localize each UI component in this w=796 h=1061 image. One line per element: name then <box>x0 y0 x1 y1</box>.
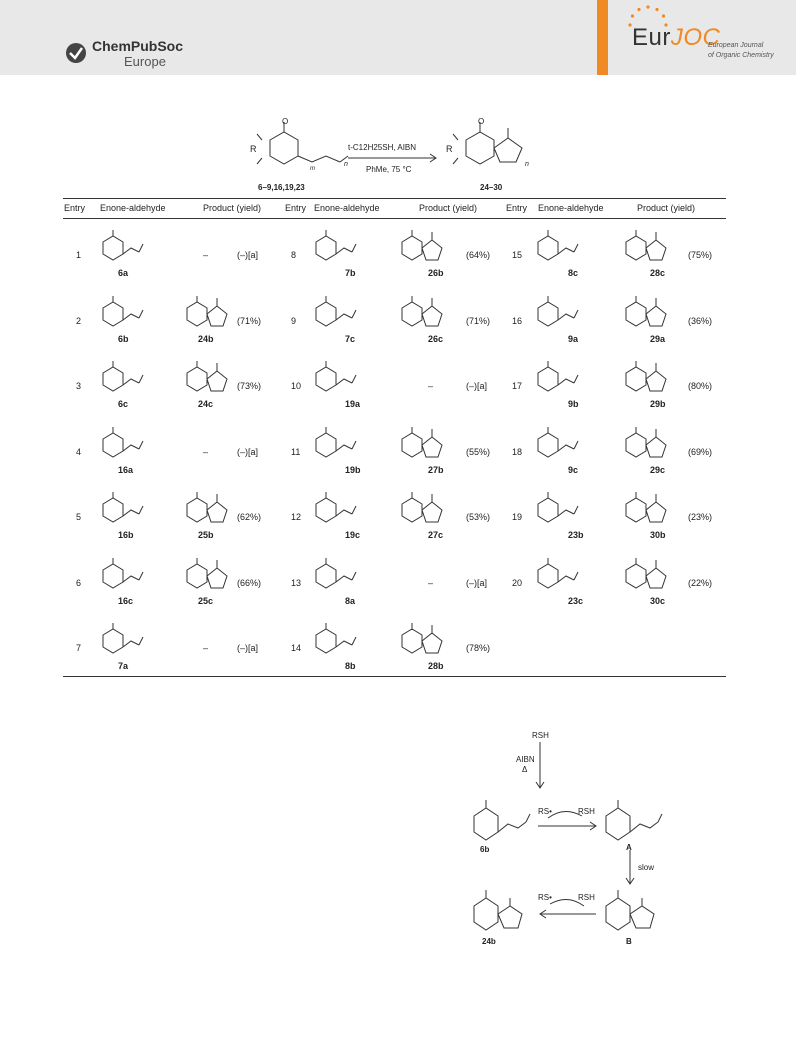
journal-title-part1: Eur <box>632 24 671 51</box>
entry-number: 5 <box>76 512 82 522</box>
substrate-label: 19b <box>345 464 361 475</box>
substrate-label: 9c <box>568 464 579 475</box>
scheme-m-label: m <box>310 166 315 172</box>
entry-number: 8 <box>291 250 297 260</box>
entry-number: 6 <box>76 577 82 588</box>
product-structure <box>398 425 448 465</box>
substrate-label: 6c <box>118 399 129 409</box>
journal-subtitle-1: European Journal <box>708 42 764 49</box>
product-structure <box>622 490 672 530</box>
yield-value: (–)[a] <box>466 381 488 391</box>
yield-value: (64%) <box>466 250 491 260</box>
product-label: 26b <box>428 268 444 278</box>
product-label: 30b <box>650 530 666 540</box>
entry-number: 19 <box>512 512 523 522</box>
yield-value: (–)[a] <box>237 250 259 260</box>
mech-product: 24b <box>482 937 496 946</box>
substrate-structure <box>310 294 360 334</box>
entry-number: 13 <box>291 577 302 588</box>
scheme-product-label: 24–30 <box>480 183 503 192</box>
yield-value: (62%) <box>237 512 262 522</box>
yield-value: (80%) <box>688 381 713 391</box>
substrate-label: 16a <box>118 464 134 475</box>
substrate-structure <box>310 621 360 661</box>
substrate-label: 8c <box>568 268 579 278</box>
entry-number: 9 <box>291 315 297 326</box>
eurjoc-logo <box>624 0 784 75</box>
mech-delta: Δ <box>522 765 528 774</box>
header-entry-3: Entry <box>506 203 528 213</box>
product-structure <box>183 556 233 596</box>
header-entry-2: Entry <box>285 203 307 213</box>
entry-number: 10 <box>291 381 302 391</box>
entry-number: 3 <box>76 381 82 391</box>
substrate-structure <box>97 556 147 596</box>
scheme-conditions: PhMe, 75 °C <box>366 165 412 174</box>
substrate-structure <box>97 425 147 465</box>
yield-value: (66%) <box>237 577 262 588</box>
scheme-product-n-label: n <box>525 161 529 168</box>
yield-value: (36%) <box>688 315 713 326</box>
table-bottom-rule <box>63 676 726 677</box>
yield-value: (75%) <box>688 250 713 260</box>
table-top-rule <box>63 198 726 199</box>
scheme-reagent: t-C12H25SH, AIBN <box>348 143 417 152</box>
yield-value: (23%) <box>688 512 713 522</box>
entry-number: 12 <box>291 512 302 522</box>
general-reaction-scheme <box>240 118 560 198</box>
mech-rs-radical-2: RS• <box>538 893 552 902</box>
header-substrate-2: Enone-aldehyde <box>314 203 380 213</box>
no-product-dash: – <box>203 250 209 260</box>
product-label: 26c <box>428 333 444 344</box>
entry-number: 4 <box>76 446 82 457</box>
scheme-product-r-label: R <box>446 144 453 154</box>
substrate-label: 19c <box>345 530 361 540</box>
entry-number: 14 <box>291 643 302 653</box>
product-structure <box>398 228 448 268</box>
entry-number: 15 <box>512 250 523 260</box>
scheme-product-o-label: O <box>478 118 485 126</box>
substrate-structure <box>310 556 360 596</box>
yield-value: (22%) <box>688 577 713 588</box>
header-substrate-3: Enone-aldehyde <box>538 203 604 213</box>
substrate-structure <box>532 228 582 268</box>
header-product-2: Product (yield) <box>419 203 478 213</box>
entry-number: 17 <box>512 381 523 391</box>
publisher-region: Europe <box>124 54 166 69</box>
mech-aibn: AIBN <box>516 755 535 764</box>
product-label: 24c <box>198 399 214 409</box>
yield-value: (–)[a] <box>237 446 259 457</box>
substrate-structure <box>532 556 582 596</box>
entry-number: 16 <box>512 315 523 326</box>
substrate-label: 8a <box>345 595 356 606</box>
substrate-structure <box>532 294 582 334</box>
product-label: 27b <box>428 464 444 475</box>
substrate-label: 7c <box>345 333 356 344</box>
substrate-label: 8b <box>345 661 356 671</box>
substrate-structure <box>310 490 360 530</box>
substrate-label: 19a <box>345 399 361 409</box>
chempubsoc-logo <box>64 38 204 72</box>
substrate-structure <box>310 425 360 465</box>
journal-accent-tab <box>597 0 608 75</box>
substrate-structure <box>310 228 360 268</box>
substrate-label: 16b <box>118 530 134 540</box>
product-structure <box>398 490 448 530</box>
product-label: 30c <box>650 595 666 606</box>
product-structure <box>622 556 672 596</box>
scheme-r-label: R <box>250 144 257 154</box>
substrate-structure <box>97 228 147 268</box>
substrate-label: 16c <box>118 595 134 606</box>
yield-value: (69%) <box>688 446 713 457</box>
journal-subtitle-2: of Organic Chemistry <box>708 52 774 59</box>
substrate-label: 23b <box>568 530 584 540</box>
product-label: 29a <box>650 333 666 344</box>
scheme-o-label: O <box>282 118 289 126</box>
mech-int-a: A <box>626 843 632 852</box>
substrate-structure <box>532 490 582 530</box>
substrate-label: 7a <box>118 661 129 671</box>
yield-value: (53%) <box>466 512 491 522</box>
no-product-dash: – <box>203 643 209 653</box>
mech-rsh-2: RSH <box>578 893 595 902</box>
mech-start-label: 6b <box>480 845 490 854</box>
substrate-label: 6b <box>118 333 129 344</box>
entry-number: 18 <box>512 446 523 457</box>
entry-number: 7 <box>76 643 82 653</box>
substrate-label: 6a <box>118 268 129 278</box>
publisher-name: ChemPubSoc <box>92 38 184 54</box>
substrate-label: 9a <box>568 333 579 344</box>
no-product-dash: – <box>203 446 209 457</box>
mech-int-b: B <box>626 937 632 946</box>
entry-number: 2 <box>76 315 82 326</box>
product-label: 24b <box>198 333 214 344</box>
page-header <box>0 0 796 75</box>
product-label: 25b <box>198 530 214 540</box>
mech-slow: slow <box>638 863 655 872</box>
substrate-label: 9b <box>568 399 579 409</box>
substrate-label: 23c <box>568 595 584 606</box>
scheme-n-label: n <box>344 161 348 168</box>
mechanism-scheme <box>460 728 680 968</box>
product-label: 28b <box>428 661 444 671</box>
no-product-dash: – <box>428 577 434 588</box>
product-label: 28c <box>650 268 666 278</box>
product-label: 25c <box>198 595 214 606</box>
chempubsoc-emblem-icon <box>64 41 88 65</box>
yield-value: (–)[a] <box>466 577 488 588</box>
header-product-1: Product (yield) <box>203 203 262 213</box>
product-structure <box>622 359 672 399</box>
yield-value: (71%) <box>237 315 262 326</box>
substrate-structure <box>97 294 147 334</box>
product-structure <box>183 359 233 399</box>
substrate-structure <box>97 490 147 530</box>
product-structure <box>183 490 233 530</box>
product-label: 29b <box>650 399 666 409</box>
yield-value: (78%) <box>466 643 491 653</box>
header-entry-1: Entry <box>64 203 86 213</box>
no-product-dash: – <box>428 381 434 391</box>
header-substrate-1: Enone-aldehyde <box>100 203 166 213</box>
product-structure <box>398 621 448 661</box>
substrate-structure <box>97 359 147 399</box>
product-structure <box>398 294 448 334</box>
product-structure <box>183 294 233 334</box>
mech-rs-radical: RS• <box>538 807 552 816</box>
mech-rsh-1: RSH <box>578 807 595 816</box>
product-label: 29c <box>650 464 666 475</box>
yield-value: (–)[a] <box>237 643 259 653</box>
substrate-structure <box>310 359 360 399</box>
substrate-structure <box>97 621 147 661</box>
journal-title-part2: JOC <box>670 24 721 51</box>
product-structure <box>622 294 672 334</box>
product-structure <box>622 228 672 268</box>
substrate-label: 7b <box>345 268 356 278</box>
scheme-start-label: 6–9,16,19,23 <box>258 183 305 192</box>
product-structure <box>622 425 672 465</box>
mech-rsh-top: RSH <box>532 731 549 740</box>
substrate-structure <box>532 425 582 465</box>
yield-value: (73%) <box>237 381 262 391</box>
product-label: 27c <box>428 530 444 540</box>
yield-value: (71%) <box>466 315 491 326</box>
yield-value: (55%) <box>466 446 491 457</box>
table-header-rule <box>63 218 726 219</box>
entry-number: 20 <box>512 577 523 588</box>
entry-number: 11 <box>291 446 301 457</box>
entry-number: 1 <box>76 250 82 260</box>
substrate-structure <box>532 359 582 399</box>
header-product-3: Product (yield) <box>637 203 696 213</box>
